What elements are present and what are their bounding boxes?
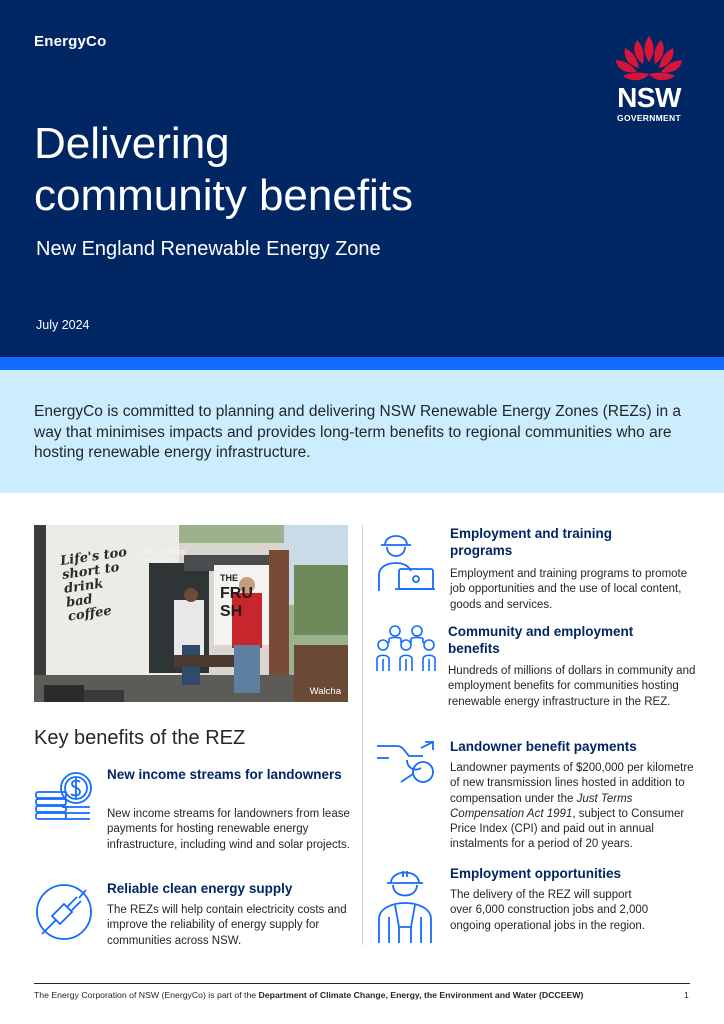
footer-text: [34, 990, 583, 1000]
photo-caption: Walcha: [309, 686, 341, 697]
benefit-community-employment: [375, 623, 695, 733]
benefit-title: Landowner benefit payments: [450, 739, 637, 754]
community-group-icon: [375, 623, 437, 675]
benefit-employment-training: [375, 525, 695, 615]
walcha-photo: [34, 525, 348, 702]
coins-dollar-icon: [34, 766, 96, 824]
benefit-clean-energy: [34, 880, 354, 950]
construction-worker-icon: [375, 867, 437, 947]
benefit-body: [450, 761, 700, 853]
benefit-employment-opportunities: [375, 865, 695, 950]
logo-government-text: GOVERNMENT: [617, 113, 681, 123]
shop-sign-line-1: THE: [220, 573, 238, 583]
benefit-body: Hundreds of millions of dollars in community and employment benefits for communities hosting renewable energy infrastructure in the REZ.: [448, 665, 696, 708]
benefit-title: New income streams for landowners: [107, 767, 342, 782]
coffee-wall-slogan: Life's too short to drink bad coffee: [59, 544, 128, 625]
benefit-body: The REZs will help contain electricity costs and improve the reliability of energy supply for communities across NSW.: [107, 904, 347, 947]
benefit-landowner-payments: [375, 738, 705, 858]
nsw-government-logo: [606, 34, 692, 124]
cover-header: [0, 0, 724, 357]
act-name: Just Terms Compensation Act 1991: [450, 792, 633, 820]
benefit-income-streams: [34, 766, 354, 876]
logo-nsw-text: NSW: [617, 82, 681, 113]
benefit-title: Employment and training programs: [450, 526, 613, 558]
shop-sign-line-3: SH: [220, 603, 243, 620]
coffee-window-sign: THE COFFEE WINDOW: [139, 550, 187, 564]
footer-text-plain: The Energy Corporation of NSW (EnergyCo) is part of the: [34, 990, 259, 1000]
key-benefits-heading: Key benefits of the REZ: [34, 727, 246, 749]
benefit-title: Community and employment benefits: [448, 624, 634, 656]
worker-laptop-icon: [375, 525, 437, 593]
brand-name: EnergyCo: [34, 33, 107, 50]
benefit-body-text: Landowner payments of $200,000 per kilometre of new transmission lines hosted in addition to compensation under the: [450, 762, 694, 805]
column-divider: [362, 525, 363, 945]
benefit-body: The delivery of the REZ will support over 6,000 construction jobs and 2,000 ongoing operational jobs in the region.: [450, 889, 649, 932]
benefit-body: Employment and training programs to promote job opportunities and the use of local content, goods and services.: [450, 568, 688, 611]
header-stripe: [0, 357, 724, 370]
page-subtitle: New England Renewable Energy Zone: [36, 238, 381, 260]
benefit-body: New income streams for landowners from lease payments for hosting renewable energy infrastructure, including wind and solar projects.: [107, 808, 350, 851]
intro-paragraph: EnergyCo is committed to planning and delivering NSW Renewable Energy Zones (REZs) in a way that minimises impacts and provides long-term benefits to regional communities who are hosting renewable energy infrastructure.: [34, 403, 681, 461]
title-line-1: Delivering: [34, 119, 230, 168]
page-title: [34, 118, 594, 222]
hand-payment-icon: [375, 738, 437, 786]
shop-sign-line-2: FRU: [220, 585, 253, 602]
waratah-icon: [613, 34, 685, 84]
footer-rule: [34, 983, 690, 984]
benefit-body-text: , subject to Consumer Price Index (CPI) and paid out in annual instalments for a period of 20 years.: [450, 807, 685, 851]
benefit-title: Reliable clean energy supply: [107, 881, 293, 896]
benefit-title: Employment opportunities: [450, 866, 622, 881]
title-line-2: community benefits: [34, 171, 414, 220]
footer-department: Department of Climate Change, Energy, the Environment and Water (DCCEEW): [258, 990, 584, 1000]
plug-icon: [34, 882, 94, 942]
page-number: 1: [684, 990, 689, 1000]
publication-date: July 2024: [36, 318, 90, 332]
